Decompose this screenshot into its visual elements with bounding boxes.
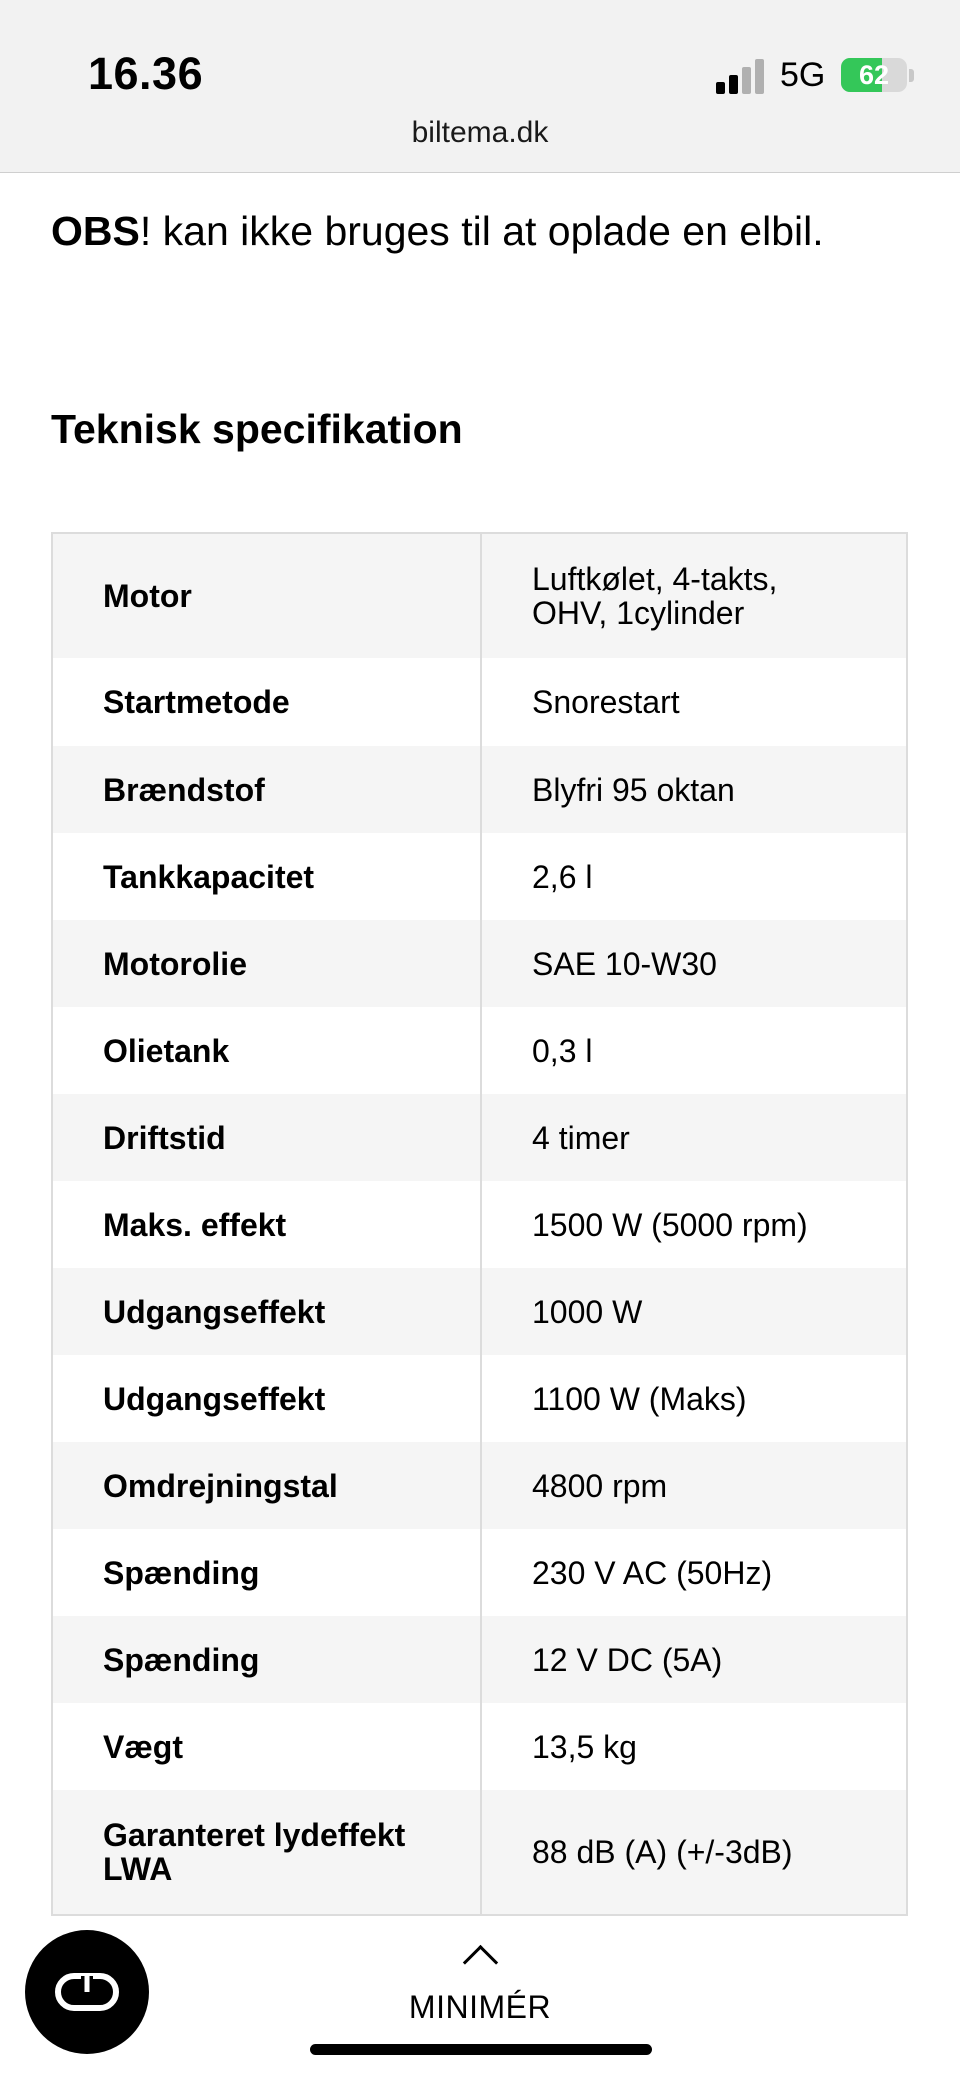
spec-label: Omdrejningstal	[53, 1442, 482, 1529]
clock: 16.36	[88, 48, 204, 99]
battery-nub	[909, 69, 914, 82]
battery-icon	[841, 58, 907, 92]
spec-label: Olietank	[53, 1007, 482, 1094]
spec-value: 1100 W (Maks)	[532, 1380, 747, 1417]
chevron-up-icon	[462, 1945, 497, 1980]
spec-label: Brændstof	[53, 746, 482, 833]
spec-label: Maks. effekt	[53, 1181, 482, 1268]
spec-row	[53, 920, 906, 1007]
signal-strength-icon	[716, 58, 768, 94]
spec-row	[53, 1355, 906, 1442]
spec-row	[53, 534, 906, 658]
status-bar	[0, 0, 960, 173]
chat-loop-icon	[55, 1972, 119, 2012]
spec-label: Spænding	[53, 1616, 482, 1703]
spec-label: Motorolie	[53, 920, 482, 1007]
spec-value: 1000 W	[532, 1293, 643, 1330]
spec-value: Luftkølet, 4-takts, OHV, 1cylinder	[532, 561, 778, 631]
spec-value: 1500 W (5000 rpm)	[532, 1206, 808, 1243]
spec-value: 2,6 l	[532, 858, 593, 895]
chat-button[interactable]	[25, 1930, 149, 2054]
spec-label: Spænding	[53, 1529, 482, 1616]
network-type: 5G	[780, 56, 826, 94]
spec-row	[53, 1442, 906, 1529]
spec-value: Snorestart	[532, 684, 680, 720]
spec-value: 230 V AC (50Hz)	[532, 1554, 773, 1591]
home-indicator[interactable]	[310, 2044, 652, 2055]
spec-label: Udgangseffekt	[53, 1355, 482, 1442]
spec-value: 88 dB (A) (+/-3dB)	[532, 1834, 793, 1870]
minimize-button[interactable]	[380, 1950, 580, 2026]
minimize-label: MINIMÉR	[408, 1989, 552, 2025]
spec-label: Garanteret lydeffekt LWA	[53, 1790, 482, 1914]
spec-value: 4800 rpm	[532, 1467, 668, 1504]
spec-row	[53, 746, 906, 833]
spec-row	[53, 1268, 906, 1355]
spec-row	[53, 1703, 906, 1790]
spec-value: Blyfri 95 oktan	[532, 771, 735, 808]
spec-row	[53, 1790, 906, 1914]
spec-table	[51, 532, 908, 1916]
spec-label: Tankkapacitet	[53, 833, 482, 920]
spec-row	[53, 833, 906, 920]
notice-bold: OBS	[51, 208, 140, 254]
spec-label: Udgangseffekt	[53, 1268, 482, 1355]
spec-value: 4 timer	[532, 1119, 630, 1156]
spec-row	[53, 1094, 906, 1181]
notice-text	[51, 208, 824, 255]
spec-label: Vægt	[53, 1703, 482, 1790]
spec-label: Startmetode	[53, 658, 482, 746]
spec-row	[53, 1181, 906, 1268]
notice-body: ! kan ikke bruges til at oplade en elbil.	[139, 208, 824, 254]
spec-value: 13,5 kg	[532, 1728, 637, 1765]
spec-row	[53, 1529, 906, 1616]
spec-row	[53, 1007, 906, 1094]
spec-value: 12 V DC (5A)	[532, 1641, 723, 1678]
battery-percent: 62	[858, 60, 890, 90]
spec-row	[53, 658, 906, 746]
spec-label: Motor	[53, 534, 482, 658]
spec-row	[53, 1616, 906, 1703]
spec-label: Driftstid	[53, 1094, 482, 1181]
address-bar-url[interactable]: biltema.dk	[411, 116, 549, 149]
section-title: Teknisk specifikation	[51, 406, 463, 452]
spec-value: SAE 10-W30	[532, 945, 717, 982]
spec-value: 0,3 l	[532, 1032, 593, 1069]
